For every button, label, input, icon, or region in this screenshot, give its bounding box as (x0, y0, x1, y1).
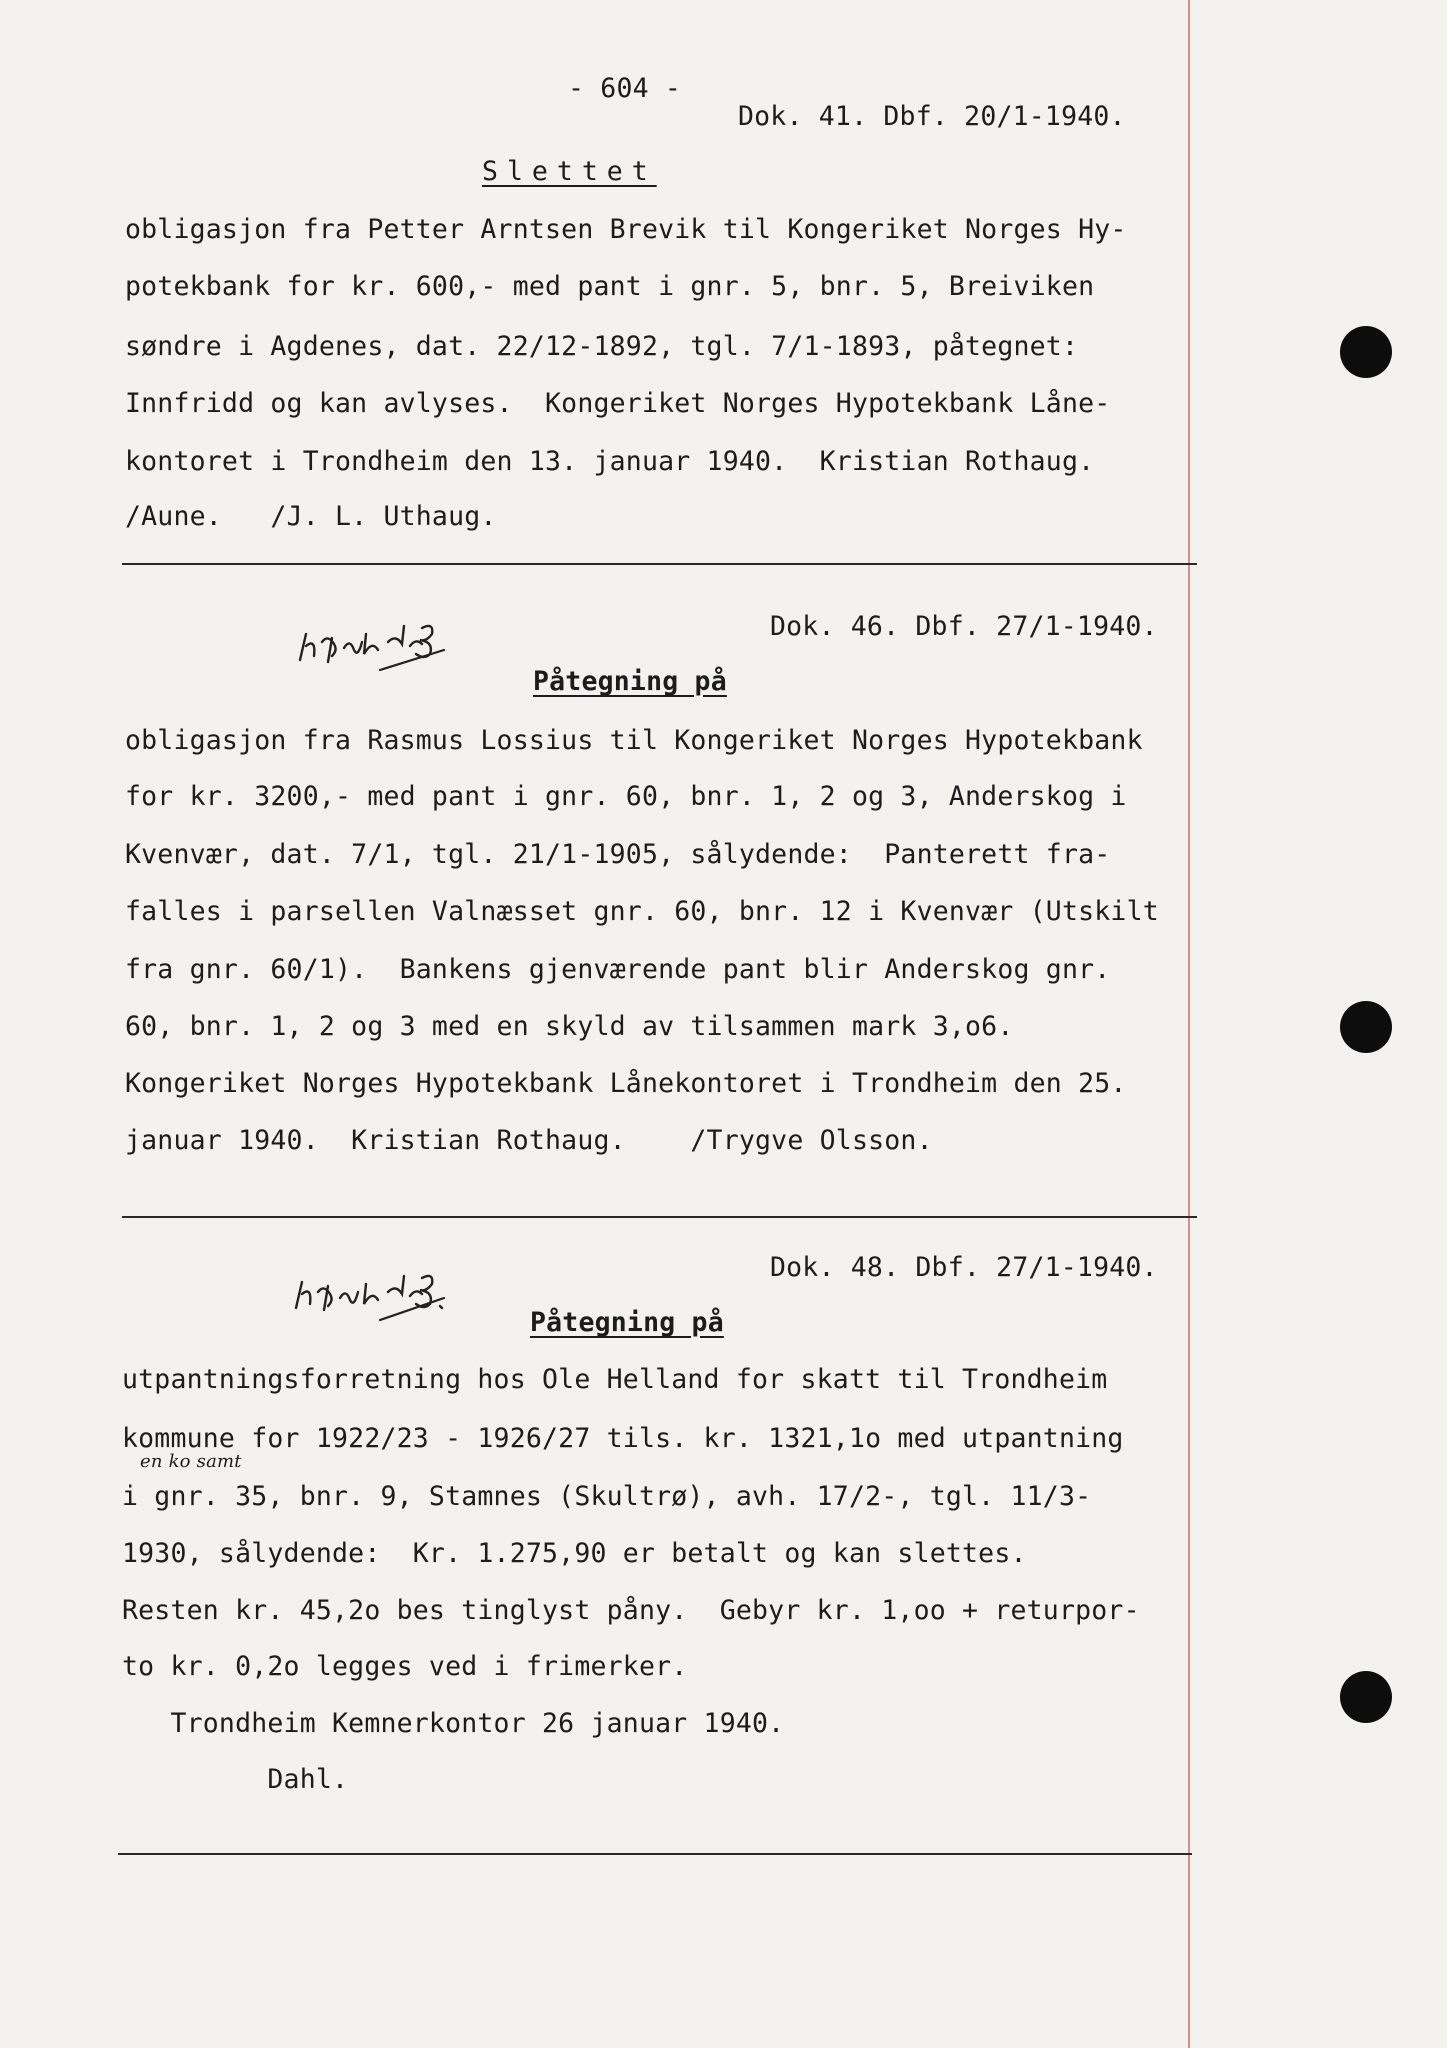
doc-reference: Dok. 48. Dbf. 27/1-1940. (770, 1252, 1158, 1283)
entry-line: Dahl. (122, 1764, 349, 1795)
entry-line: 60, bnr. 1, 2 og 3 med en skyld av tilsammen mark 3,o6. (125, 1011, 1014, 1042)
entry-line: 1930, sålydende: Kr. 1.275,90 er betalt og kan slettes. (122, 1538, 1027, 1569)
section-divider (122, 563, 1197, 565)
entry-title: Påtegning på (530, 1307, 724, 1338)
entry-line: to kr. 0,2o legges ved i frimerker. (122, 1651, 688, 1682)
entry-line: utpantningsforretning hos Ole Helland for skatt til Trondheim (122, 1364, 1108, 1395)
interlinear-note: en ko samt (140, 1451, 242, 1472)
entry-line: falles i parsellen Valnæsset gnr. 60, bnr. 12 i Kvenvær (Utskilt (125, 896, 1159, 927)
handwritten-note-icon (288, 1252, 488, 1332)
section-divider (122, 1216, 1197, 1218)
entry-line: Kongeriket Norges Hypotekbank Lånekontoret i Trondheim den 25. (125, 1068, 1127, 1099)
entry-line: Trondheim Kemnerkontor 26 januar 1940. (122, 1708, 785, 1739)
entry-line: kommune for 1922/23 - 1926/27 tils. kr. 1321,1o med utpantning (122, 1423, 1124, 1454)
handwritten-note-icon (292, 598, 492, 678)
entry-title: Påtegning på (533, 666, 727, 697)
doc-reference: Dok. 41. Dbf. 20/1-1940. (738, 101, 1126, 132)
punch-hole-icon (1340, 1001, 1392, 1053)
entry-line: for kr. 3200,- med pant i gnr. 60, bnr. 1, 2 og 3, Anderskog i (125, 781, 1127, 812)
entry-line: Resten kr. 45,2o bes tinglyst påny. Gebyr kr. 1,oo + returpor- (122, 1595, 1140, 1626)
entry-line: i gnr. 35, bnr. 9, Stamnes (Skultrø), avh. 17/2-, tgl. 11/3- (122, 1481, 1092, 1512)
punch-hole-icon (1340, 1671, 1392, 1723)
entry-line: januar 1940. Kristian Rothaug. /Trygve Olsson. (125, 1125, 933, 1156)
entry-line: Innfridd og kan avlyses. Kongeriket Norges Hypotekbank Låne- (125, 388, 1111, 419)
entry-line: fra gnr. 60/1). Bankens gjenværende pant blir Anderskog gnr. (125, 954, 1111, 985)
entry-title: Slettet (482, 156, 657, 187)
page-number: - 604 - (568, 73, 682, 104)
entry-line: obligasjon fra Petter Arntsen Brevik til Kongeriket Norges Hy- (125, 214, 1127, 245)
entry-line: /Aune. /J. L. Uthaug. (125, 501, 497, 532)
section-divider (118, 1853, 1192, 1855)
entry-line: kontoret i Trondheim den 13. januar 1940. Kristian Rothaug. (125, 446, 1095, 477)
punch-hole-icon (1340, 326, 1392, 378)
entry-line: potekbank for kr. 600,- med pant i gnr. 5, bnr. 5, Breiviken (125, 271, 1095, 302)
entry-line: søndre i Agdenes, dat. 22/12-1892, tgl. 7/1-1893, påtegnet: (125, 331, 1079, 362)
red-margin-rule (1188, 0, 1190, 2048)
entry-line: obligasjon fra Rasmus Lossius til Kongeriket Norges Hypotekbank (125, 725, 1143, 756)
entry-line: Kvenvær, dat. 7/1, tgl. 21/1-1905, sålydende: Panterett fra- (125, 839, 1111, 870)
doc-reference: Dok. 46. Dbf. 27/1-1940. (770, 611, 1158, 642)
